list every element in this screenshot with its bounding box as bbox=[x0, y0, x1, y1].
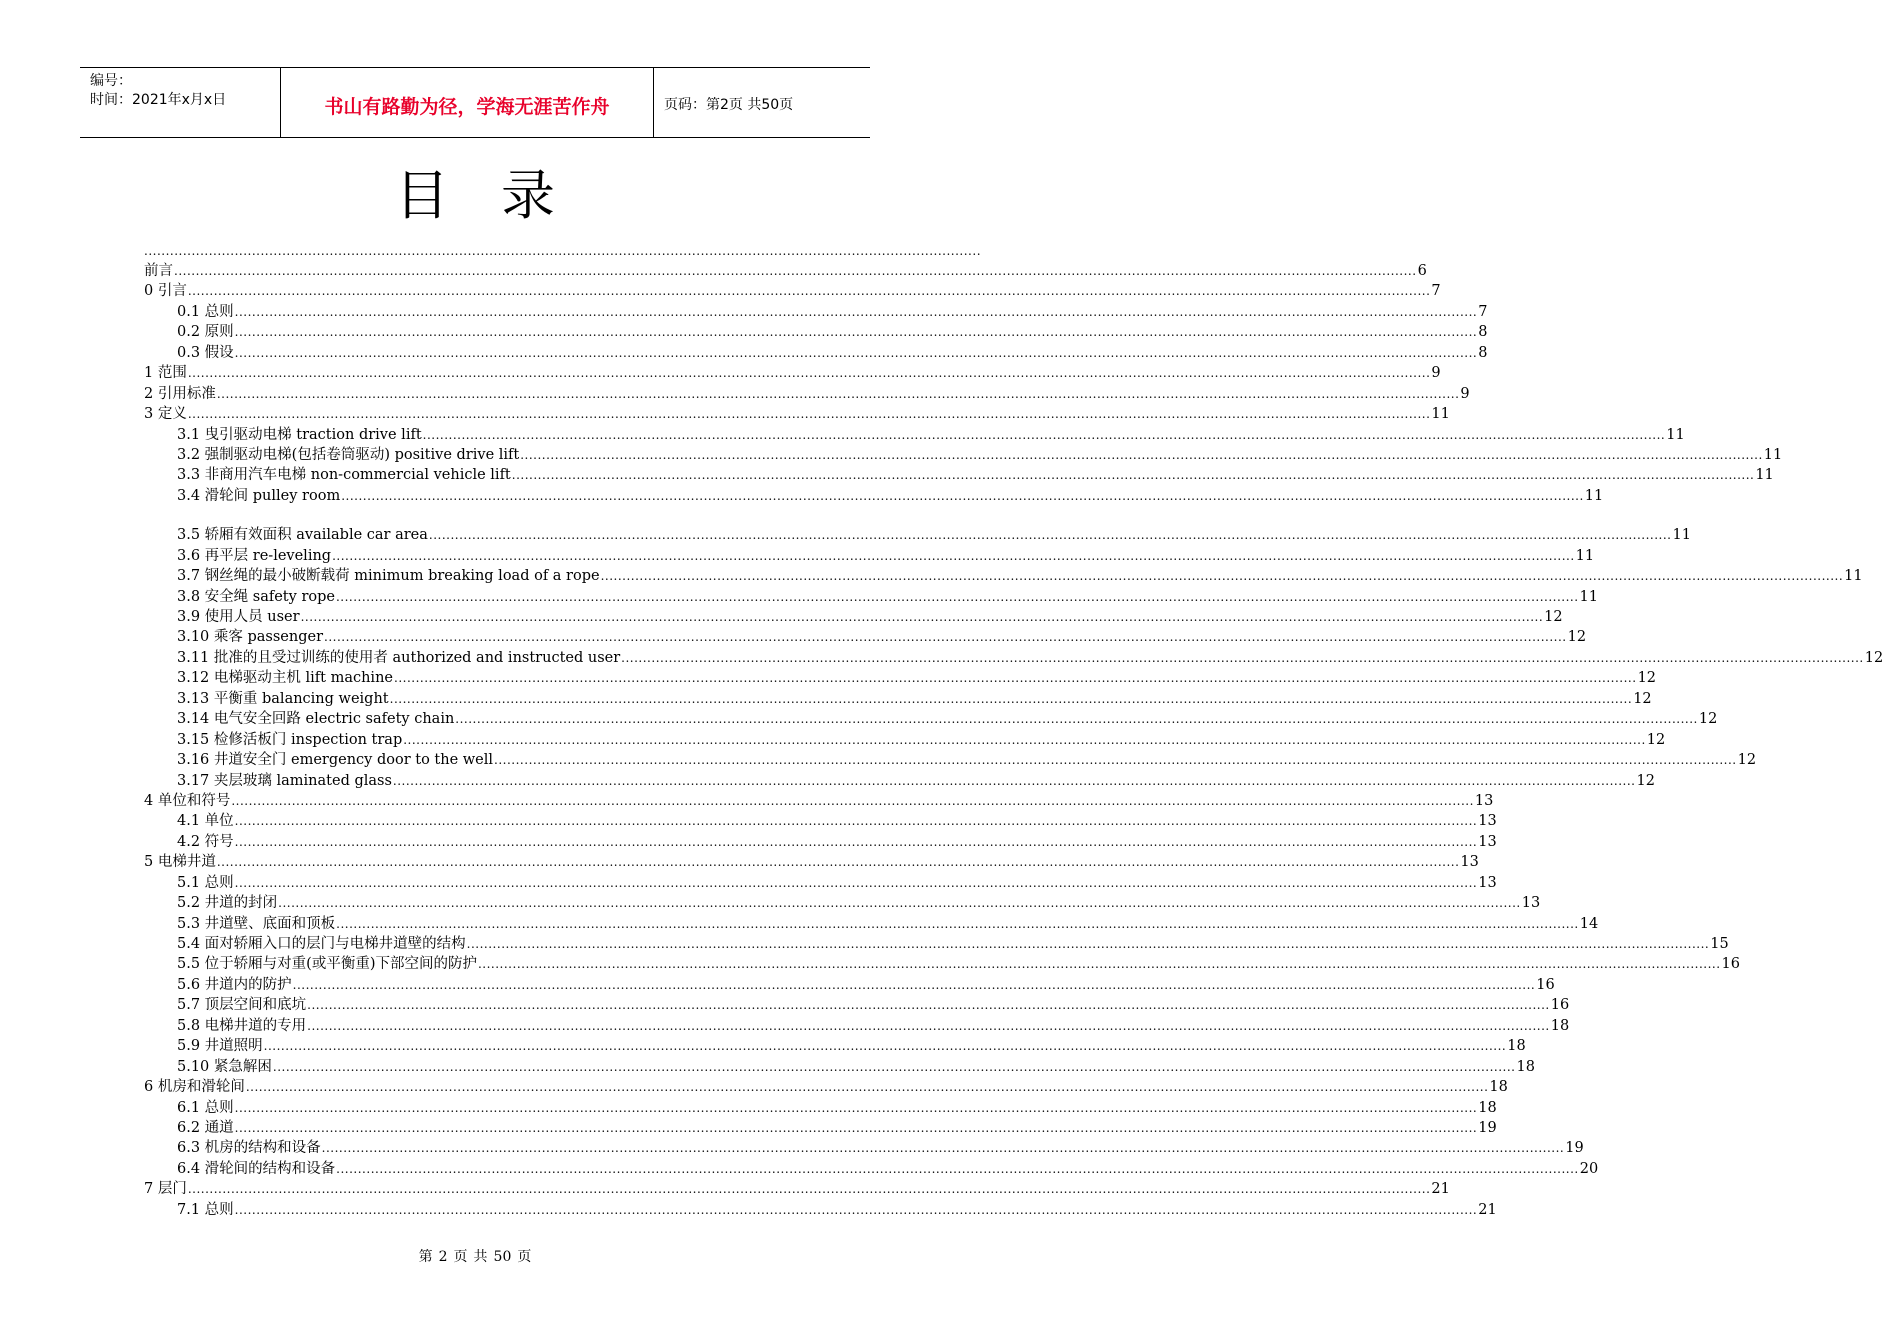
toc-entry[interactable] bbox=[144, 607, 1563, 627]
toc-entry-title: 3.3 非商用汽车电梯 non-commercial vehicle lift bbox=[177, 467, 511, 484]
toc-entry-page: 18 bbox=[1478, 1099, 1497, 1116]
toc-leader-dots bbox=[478, 954, 1721, 974]
toc-entry-title: 5.3 井道壁、底面和顶板 bbox=[177, 915, 336, 932]
toc-entry-title: 3.15 检修活板门 inspection trap bbox=[177, 731, 403, 748]
toc-entry[interactable] bbox=[144, 1179, 1450, 1199]
toc-entry[interactable] bbox=[144, 893, 1541, 913]
toc-leader-dots bbox=[512, 465, 1755, 485]
toc-entry[interactable] bbox=[144, 668, 1657, 688]
toc-entry-title: 3.4 滑轮间 pulley room bbox=[177, 487, 341, 504]
footer-word: 页 bbox=[453, 1249, 468, 1265]
toc-entry[interactable] bbox=[144, 404, 1450, 424]
footer-word: 页 bbox=[517, 1249, 532, 1265]
toc-entry-title: 0.2 原则 bbox=[177, 324, 234, 341]
toc-entry-page: 13 bbox=[1478, 874, 1497, 891]
toc-leader-dots bbox=[235, 343, 1478, 363]
toc-leader-dots bbox=[235, 302, 1478, 322]
toc-entry-page: 11 bbox=[1666, 426, 1685, 443]
toc-leader-dots bbox=[307, 1016, 1550, 1036]
toc-leader-dots bbox=[332, 546, 1575, 566]
toc-entry[interactable] bbox=[144, 1098, 1497, 1118]
toc-leader-dots bbox=[235, 1200, 1478, 1220]
header-meta bbox=[80, 68, 281, 137]
toc-entry[interactable] bbox=[144, 322, 1488, 342]
toc-leader-dots bbox=[341, 486, 1584, 506]
toc-leader-dots bbox=[429, 525, 1672, 545]
toc-entry[interactable] bbox=[144, 771, 1655, 791]
toc-entry[interactable] bbox=[144, 873, 1497, 893]
toc-entry-title: 3.5 轿厢有效面积 available car area bbox=[177, 527, 428, 544]
toc-leader-dots bbox=[235, 1098, 1478, 1118]
toc-entry[interactable] bbox=[144, 1118, 1497, 1138]
toc-entry-page: 9 bbox=[1431, 365, 1441, 382]
toc-entry-page: 11 bbox=[1584, 487, 1604, 504]
toc-entry-page: 11 bbox=[1431, 406, 1450, 423]
toc-leader-dots bbox=[246, 1077, 1489, 1097]
toc-entry-page: 13 bbox=[1521, 895, 1541, 912]
toc-entry-page: 7 bbox=[1431, 283, 1441, 300]
toc-entry[interactable] bbox=[144, 811, 1497, 831]
toc-leader-dots bbox=[235, 832, 1478, 852]
toc-entry[interactable] bbox=[144, 934, 1729, 954]
toc-entry-title: 5.8 电梯井道的专用 bbox=[177, 1017, 307, 1034]
toc-entry-title: 6.3 机房的结构和设备 bbox=[177, 1140, 321, 1157]
toc-entry[interactable] bbox=[144, 261, 1427, 281]
toc-leader-dots bbox=[494, 750, 1737, 770]
toc-entry-page: 12 bbox=[1567, 629, 1587, 646]
footer-page-number: 2 bbox=[438, 1249, 448, 1265]
toc-entry[interactable] bbox=[144, 689, 1652, 709]
toc-entry[interactable] bbox=[144, 954, 1740, 974]
toc-entry[interactable] bbox=[144, 1036, 1526, 1056]
toc-entry-page: 6 bbox=[1417, 263, 1427, 279]
toc-entry[interactable] bbox=[144, 384, 1470, 404]
page-header bbox=[80, 67, 870, 138]
document-date-label: 时间：2021年x月x日 bbox=[90, 92, 227, 108]
toc-leader-dots bbox=[188, 363, 1431, 383]
toc-leader-dots bbox=[188, 281, 1431, 301]
toc-entry-page: 12 bbox=[1737, 752, 1757, 769]
toc-entry-title: 3.1 曳引驱动电梯 traction drive lift bbox=[177, 426, 422, 443]
toc-entry-title: 前言 bbox=[144, 263, 173, 279]
toc-leader-dots bbox=[621, 648, 1864, 668]
toc-leader-dots bbox=[336, 914, 1579, 934]
toc-entry-title: 0.1 总则 bbox=[177, 303, 234, 320]
toc-entry-page: 11 bbox=[1844, 568, 1863, 585]
toc-entry[interactable] bbox=[144, 1077, 1508, 1097]
toc-entry[interactable] bbox=[144, 546, 1595, 566]
toc-entry[interactable] bbox=[144, 1138, 1584, 1158]
toc-entry-title: 6.2 通道 bbox=[177, 1119, 234, 1136]
toc-entry[interactable] bbox=[144, 281, 1441, 301]
toc-entry-page: 13 bbox=[1478, 833, 1497, 850]
toc-title: 目录 bbox=[395, 164, 607, 227]
toc-entry-title: 3.14 电气安全回路 electric safety chain bbox=[177, 711, 455, 728]
toc-leader-dots bbox=[188, 404, 1431, 424]
toc-entry[interactable] bbox=[144, 995, 1570, 1015]
toc-entry[interactable] bbox=[144, 730, 1666, 750]
toc-entry[interactable] bbox=[144, 914, 1599, 934]
toc-entry-page: 11 bbox=[1579, 588, 1598, 605]
toc-entry-title: 3.12 电梯驱动主机 lift machine bbox=[177, 670, 393, 687]
toc-entry-page: 12 bbox=[1864, 649, 1883, 666]
toc-entry-title: 3.10 乘客 passenger bbox=[177, 629, 324, 646]
toc-entry-title: 5.4 面对轿厢入口的层门与电梯井道壁的结构 bbox=[177, 936, 466, 952]
toc-leader-dots bbox=[394, 668, 1637, 688]
toc-entry-title: 4.1 单位 bbox=[177, 813, 234, 830]
toc-leader-dots bbox=[390, 689, 1633, 709]
toc-entry-title: 3.8 安全绳 safety rope bbox=[177, 588, 335, 605]
toc-entry-title: 3.11 批准的且受过训练的使用者 authorized and instructed user bbox=[177, 649, 621, 666]
toc-entry-title: 3.16 井道安全门 emergency door to the well bbox=[177, 752, 494, 769]
toc-entry-title: 7.1 总则 bbox=[177, 1201, 234, 1218]
toc-leader-dots bbox=[322, 1138, 1565, 1158]
toc-entry-title: 3 定义 bbox=[144, 406, 187, 423]
toc-entry[interactable] bbox=[144, 445, 1783, 465]
toc-entry-page: 12 bbox=[1646, 731, 1666, 748]
toc-entry-page: 21 bbox=[1478, 1201, 1497, 1218]
toc-leading-dots: .................................................................................................................................................................................................. bbox=[144, 244, 982, 258]
toc-entry-page: 11 bbox=[1763, 446, 1783, 463]
toc-entry-page: 13 bbox=[1474, 792, 1494, 809]
toc-entry-page: 8 bbox=[1478, 344, 1488, 361]
toc-entry-title: 4 单位和符号 bbox=[144, 792, 231, 809]
toc-entry[interactable] bbox=[144, 465, 1774, 485]
toc-entry[interactable] bbox=[144, 1159, 1599, 1179]
toc-leader-dots bbox=[467, 934, 1710, 954]
toc-leader-dots bbox=[307, 995, 1550, 1015]
toc-leader-dots bbox=[217, 852, 1460, 872]
toc-entry-title: 5.7 顶层空间和底坑 bbox=[177, 997, 307, 1014]
toc-leader-dots bbox=[235, 873, 1478, 893]
toc-entry-title: 3.17 夹层玻璃 laminated glass bbox=[177, 772, 392, 789]
toc-entry-title: 4.2 符号 bbox=[177, 833, 234, 850]
toc-entry-page: 18 bbox=[1507, 1038, 1526, 1055]
toc-entry-page: 13 bbox=[1478, 813, 1497, 830]
toc-entry-page: 19 bbox=[1565, 1140, 1584, 1157]
toc-entry-title: 5 电梯井道 bbox=[144, 854, 216, 871]
toc-entry-page: 16 bbox=[1550, 997, 1570, 1014]
toc-entry-page: 20 bbox=[1579, 1160, 1599, 1177]
toc-entry-title: 2 引用标准 bbox=[144, 385, 216, 402]
footer-word: 共 bbox=[473, 1249, 488, 1265]
toc-entry[interactable] bbox=[144, 750, 1757, 770]
toc-entry-page: 19 bbox=[1478, 1119, 1497, 1136]
toc-entry-page: 11 bbox=[1575, 547, 1595, 564]
toc-entry[interactable] bbox=[144, 566, 1863, 586]
toc-entry[interactable] bbox=[144, 1016, 1570, 1036]
toc-entry-page: 9 bbox=[1460, 385, 1470, 402]
toc-entry-page: 12 bbox=[1637, 670, 1657, 687]
toc-entry-page: 15 bbox=[1710, 936, 1729, 952]
toc-spacer bbox=[144, 506, 813, 525]
toc-entry-page: 21 bbox=[1431, 1181, 1450, 1198]
toc-entry-title: 3.6 再平层 re-leveling bbox=[177, 547, 332, 564]
toc-entry-page: 16 bbox=[1536, 976, 1555, 993]
toc-entry[interactable] bbox=[144, 852, 1479, 872]
toc-leader-dots bbox=[174, 261, 1417, 281]
footer-total-pages: 50 bbox=[493, 1249, 512, 1265]
toc-entry[interactable] bbox=[144, 302, 1488, 322]
toc-entry-page: 18 bbox=[1489, 1079, 1508, 1096]
toc-leader-dots bbox=[235, 1118, 1478, 1138]
toc-entry[interactable] bbox=[144, 791, 1494, 811]
toc-entry[interactable] bbox=[144, 975, 1555, 995]
toc-leader-dots bbox=[403, 730, 1646, 750]
toc-leader-dots bbox=[293, 975, 1536, 995]
toc-entry-title: 5.2 井道的封闭 bbox=[177, 895, 278, 912]
toc-entry-page: 12 bbox=[1698, 711, 1718, 728]
toc-entry-page: 11 bbox=[1755, 467, 1774, 484]
toc-leader-dots bbox=[324, 627, 1567, 647]
footer-word: 第 bbox=[418, 1249, 433, 1265]
toc-entry-page: 18 bbox=[1550, 1017, 1570, 1034]
toc-leader-dots bbox=[455, 709, 1698, 729]
toc-leader-dots bbox=[423, 425, 1666, 445]
toc-entry-title: 5.5 位于轿厢与对重(或平衡重)下部空间的防护 bbox=[177, 956, 477, 973]
toc-entry-title: 5.9 井道照明 bbox=[177, 1038, 263, 1055]
toc-entry[interactable] bbox=[144, 587, 1598, 607]
toc-entry[interactable] bbox=[144, 709, 1718, 729]
toc-leader-dots bbox=[264, 1036, 1507, 1056]
toc-entry[interactable] bbox=[144, 627, 1587, 647]
toc-entry-page: 18 bbox=[1516, 1058, 1535, 1075]
toc-entry-title: 7 层门 bbox=[144, 1181, 187, 1198]
toc-entry[interactable] bbox=[144, 648, 1883, 668]
toc-leader-dots bbox=[235, 322, 1478, 342]
toc-leader-dots bbox=[336, 1159, 1579, 1179]
toc-entry[interactable] bbox=[144, 486, 1604, 506]
toc-leader-dots bbox=[217, 384, 1460, 404]
toc-entry-title: 3.9 使用人员 user bbox=[177, 609, 300, 625]
toc-leader-dots bbox=[601, 566, 1844, 586]
toc-entry-title: 3.13 平衡重 balancing weight bbox=[177, 690, 389, 707]
toc-leader-dots bbox=[301, 607, 1544, 627]
toc-entry-page: 12 bbox=[1636, 772, 1655, 789]
toc-entry-title: 5.6 井道内的防护 bbox=[177, 976, 292, 993]
page-footer bbox=[0, 1246, 950, 1266]
toc-entry-page: 12 bbox=[1633, 690, 1652, 707]
toc-entry-page: 7 bbox=[1478, 303, 1488, 320]
toc-leader-dots bbox=[393, 771, 1636, 791]
header-page-info: 页码：第2页 共50页 bbox=[664, 96, 794, 113]
toc-entry-title: 3.2 强制驱动电梯(包括卷筒驱动) positive drive lift bbox=[177, 446, 520, 463]
toc-entry[interactable] bbox=[144, 525, 1691, 545]
toc-entry-page: 8 bbox=[1478, 324, 1488, 341]
toc-entry-title: 0 引言 bbox=[144, 283, 187, 300]
toc-entries bbox=[144, 261, 1883, 1220]
toc-entry[interactable] bbox=[144, 343, 1488, 363]
toc-entry-title: 1 范围 bbox=[144, 365, 187, 382]
toc-leader-dots bbox=[520, 445, 1763, 465]
toc-entry[interactable] bbox=[144, 363, 1441, 383]
toc-entry-title: 6.1 总则 bbox=[177, 1099, 234, 1116]
toc-entry[interactable] bbox=[144, 1200, 1497, 1220]
document-number-label: 编号： bbox=[90, 73, 132, 89]
table-of-contents bbox=[144, 241, 1883, 1220]
toc-entry-title: 5.10 紧急解困 bbox=[177, 1058, 272, 1075]
toc-entry-page: 14 bbox=[1579, 915, 1599, 932]
toc-leader-dots bbox=[273, 1057, 1516, 1077]
toc-leader-dots bbox=[231, 791, 1474, 811]
toc-entry[interactable] bbox=[144, 425, 1685, 445]
toc-entry-page: 16 bbox=[1721, 956, 1740, 973]
toc-entry-title: 0.3 假设 bbox=[177, 344, 234, 361]
header-motto: 书山有路勤为径，学海无涯苦作舟 bbox=[281, 68, 654, 137]
toc-entry-page: 12 bbox=[1544, 609, 1563, 625]
toc-entry[interactable] bbox=[144, 1057, 1535, 1077]
toc-entry-title: 5.1 总则 bbox=[177, 874, 234, 891]
toc-leader-dots bbox=[336, 587, 1579, 607]
toc-leader-dots bbox=[235, 811, 1478, 831]
toc-entry-page: 11 bbox=[1672, 527, 1691, 544]
toc-entry-title: 6.4 滑轮间的结构和设备 bbox=[177, 1160, 336, 1177]
toc-entry-page: 13 bbox=[1460, 854, 1479, 871]
toc-leader-dots bbox=[188, 1179, 1431, 1199]
toc-leader-dots bbox=[278, 893, 1521, 913]
toc-entry[interactable] bbox=[144, 832, 1497, 852]
toc-entry-title: 3.7 钢丝绳的最小破断载荷 minimum breaking load of a rope bbox=[177, 568, 600, 585]
toc-entry-title: 6 机房和滑轮间 bbox=[144, 1079, 245, 1096]
